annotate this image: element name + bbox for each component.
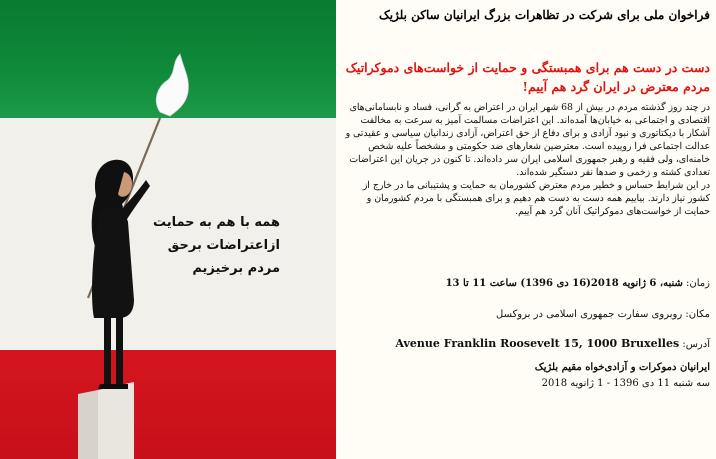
event-place (340, 309, 710, 320)
pedestal-shape (98, 382, 134, 459)
announcement-subtitle: دست در دست هم برای همبستگی و حمایت از خواست‌های دموکراتیک مردم معترض در ایران گرد هم آییم! (345, 60, 710, 94)
slogan-line: ازاعتراضات برحق (167, 238, 280, 253)
slogan-line: مردم برخیزیم (192, 261, 280, 276)
address-value: Avenue Franklin Roosevelt 15, 1000 Bruxelles (395, 337, 680, 350)
poster-slogan (146, 211, 280, 280)
body-paragraph-2: در این شرایط حساس و خطیر مردم معترض کشورمان به حمایت و پشتیبانی ما در خارج از کشور نیاز دارند. بیاییم همه دست به دست هم دهیم و برای همبستگی با مردم کشورمان و حمایت از خواست‌های دموکراتیک آنان گرد هم آییم. (362, 180, 710, 217)
place-value: روبروی سفارت جمهوری اسلامی در بروکسل (496, 309, 683, 320)
event-address (340, 337, 710, 350)
address-label: آدرس: (682, 339, 710, 350)
event-time (340, 278, 710, 289)
publication-date: سه شنبه 11 دی 1396 - 1 ژانویه 2018 (541, 378, 710, 389)
protest-poster (0, 0, 336, 459)
place-label: مکان: (685, 309, 710, 320)
time-value: شنبه، 6 ژانویه 2018(16 دی 1396) ساعت 11 تا 13 (445, 278, 683, 289)
organizer-name: ایرانیان دموکرات و آزادی‌خواه مقیم بلژیک (534, 362, 710, 373)
slogan-line: همه با هم به حمایت (152, 215, 280, 230)
woman-body (92, 208, 134, 318)
announcement-title: فراخوان ملی برای شرکت در تظاهرات بزرگ ایرانیان ساکن بلژیک (378, 8, 710, 22)
announcement-body (340, 101, 710, 218)
time-label: زمان: (686, 278, 710, 289)
white-scarf-flag (156, 54, 188, 116)
body-paragraph-1: در چند روز گذشته مردم در بیش از 68 شهر ایران در اعتراض به گرانی، فساد و نابسامانی‌های اقتصادی و اجتماعی به خیابان‌ها آمده‌اند. این اعتراضات مسالمت آمیز به سرعت به مخالفت آشکار با دیکتاتوری و نبود آزادی و برای دفاع از حق اعتراض، آزادی زندانیان سیاسی و عقیدتی و عدالت اجتماعی فرا روییده است. معترضین شعارهای ضد حکومتی و مشخصاً علیه شخص خامنه‌ای، ولی فقیه و رهبر جمهوری اسلامی ایران سر داده‌اند. تا کنون در جریان این اعتراضات تعدادی کشته و زخمی و صدها نفر دستگیر شده‌اند. (345, 102, 710, 178)
announcement-text-panel (336, 0, 716, 459)
